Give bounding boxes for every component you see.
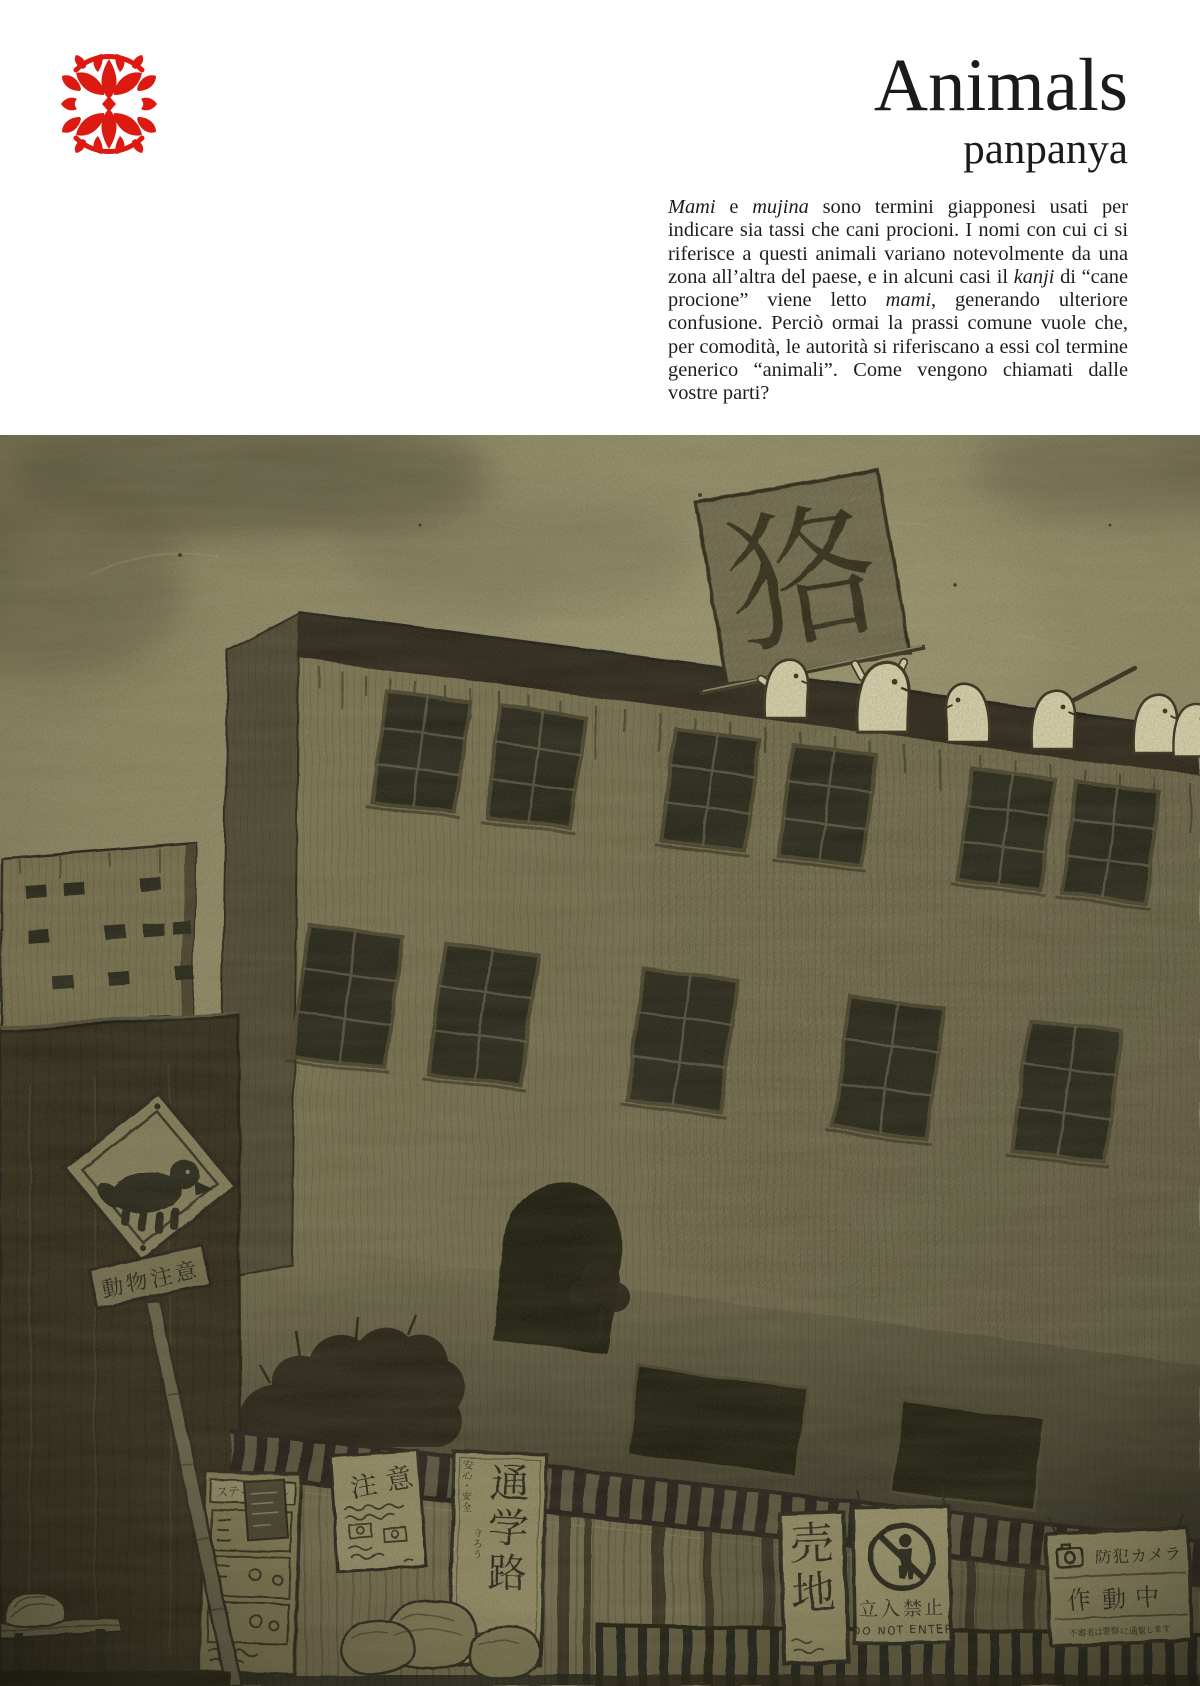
intro-paragraph: Mami e mujina sono termini giapponesi usati per indicare sia tassi che cani procioni. I nomi con cui ci si riferisce a questi animali variano notevolmente da una zona all’altra del paese, e in alcuni casi il kanji di “cane procione” viene letto mami, generando ulteriore confusione. Perciò ormai la prassi comune vuole che, per comodità, le autorità si riferiscano a essi col termine generico “animali”. Come vengono chiamati dalle vostre parti? <box>668 196 1129 405</box>
medallion-icon <box>57 52 161 156</box>
book-author: panpanya <box>963 126 1128 173</box>
paper-texture <box>0 435 1200 1686</box>
page-header <box>0 0 1200 435</box>
book-title: Animals <box>873 44 1128 127</box>
publisher-logo <box>57 52 161 156</box>
illustration-canvas <box>0 435 1200 1686</box>
cover-illustration <box>0 435 1200 1686</box>
